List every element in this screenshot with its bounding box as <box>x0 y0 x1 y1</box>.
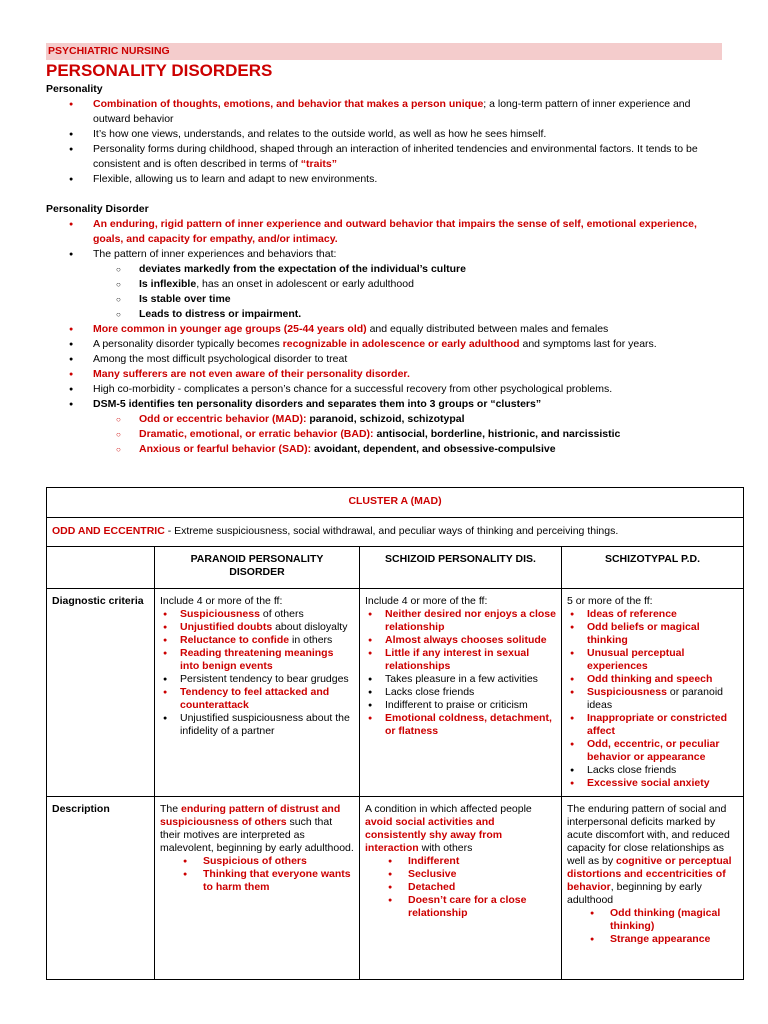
list-item: ● Personality forms during childhood, shaped through an interaction of inherited tendencies and environmental factors. It tends to be consistent and is often described in terms of “traits” <box>46 142 726 172</box>
column-header-paranoid: PARANOID PERSONALITY DISORDER <box>155 547 360 589</box>
paranoid-description-cell: The enduring pattern of distrust and suspiciousness of others such that their motives are interpreted as malevolent, beginning by early adulthood. ● Suspicious of others ● Thinking that everyone wants to harm them <box>155 797 360 980</box>
list-item: ● Odd thinking and speech <box>567 673 738 686</box>
list-item: ● Tendency to feel attacked and counterattack <box>160 686 354 712</box>
table-row <box>47 518 744 547</box>
list-item: ● Thinking that everyone wants to harm them <box>160 868 354 894</box>
list-item: ● Ideas of reference <box>567 608 738 621</box>
column-header-schizoid: SCHIZOID PERSONALITY DIS. <box>360 547 562 589</box>
row-label-description: Description <box>47 797 155 980</box>
personality-disorder-heading: Personality Disorder <box>46 203 149 215</box>
list-item: ● Reluctance to confide in others <box>160 634 354 647</box>
list-item: ● Inappropriate or constricted affect <box>567 712 738 738</box>
list-item: ● Little if any interest in sexual relationships <box>365 647 556 673</box>
list-item: ● Suspiciousness or paranoid ideas <box>567 686 738 712</box>
list-item: ● Among the most difficult psychological disorder to treat <box>46 352 726 367</box>
sub-list-item: ○ deviates markedly from the expectation of the individual’s culture <box>46 262 726 277</box>
table-row <box>47 589 744 797</box>
list-item: ● More common in younger age groups (25-44 years old) and equally distributed between males and females <box>46 322 726 337</box>
list-item: ● Neither desired nor enjoys a close relationship <box>365 608 556 634</box>
list-item: ● Excessive social anxiety <box>567 777 738 790</box>
list-item: ● DSM-5 identifies ten personality disorders and separates them into 3 groups or “clusters” ○ Odd or eccentric behavior (MAD): paranoid, schizoid, schizotypal ○ Dramatic, emotional, or erratic behavior (BAD): antisocial, borderline, histrionic, and narcissistic ○ Anxious or fearful behavior (SAD): avoidant, dependent, and obsessive-compulsive <box>46 397 726 457</box>
cluster-title-cell: CLUSTER A (MAD) <box>47 488 744 518</box>
schizotypal-description-cell: The enduring pattern of social and interpersonal deficits marked by acute discomfort with, and reduced capacity for close relationships as well as by cognitive or perceptual distortions and eccentricities of behavior, beginning by early adulthood ● Odd thinking (magical thinking) ● Strange appearance <box>562 797 744 980</box>
odd-eccentric-cell: ODD AND ECCENTRIC - Extreme suspiciousness, social withdrawal, and peculiar ways of thinking and perceiving things. <box>47 518 744 547</box>
cluster-item-mad: ○ Odd or eccentric behavior (MAD): paranoid, schizoid, schizotypal <box>46 412 726 427</box>
list-item: ● Odd, eccentric, or peculiar behavior or appearance <box>567 738 738 764</box>
list-item: ● Takes pleasure in a few activities <box>365 673 556 686</box>
list-item: ● A personality disorder typically becomes recognizable in adolescence or early adulthood and symptoms last for years. <box>46 337 726 352</box>
list-item: ● Detached <box>365 881 556 894</box>
list-item: ● Lacks close friends <box>567 764 738 777</box>
list-item: ● Unjustified suspiciousness about the infidelity of a partner <box>160 712 354 738</box>
schizoid-description-cell: A condition in which affected people avoid social activities and consistently shy away from interaction with others ● Indifferent ● Seclusive ● Detached ● Doesn’t care for a close relationship <box>360 797 562 980</box>
list-item: ● Odd thinking (magical thinking) <box>567 907 738 933</box>
list-item: ● Lacks close friends <box>365 686 556 699</box>
schizoid-criteria-cell: Include 4 or more of the ff: ● Neither desired nor enjoys a close relationship ● Almost always chooses solitude ● Little if any interest in sexual relationships ● Takes pleasure in a few activities ● Lacks close friends ● Indifferent to praise or criticism ● Emotional coldness, detachment, or flatness <box>360 589 562 797</box>
list-item: ● Suspicious of others <box>160 855 354 868</box>
schizotypal-criteria-cell: 5 or more of the ff: ● Ideas of reference ● Odd beliefs or magical thinking ● Unusual perceptual experiences ● Odd thinking and speech ● Suspiciousness or paranoid ideas ● Inappropriate or constricted affect ● Odd, eccentric, or peculiar behavior or appearance ● Lacks close friends ● Excessive social anxiety <box>562 589 744 797</box>
course-label: PSYCHIATRIC NURSING <box>48 45 170 57</box>
list-item: ● The pattern of inner experiences and behaviors that: ○ deviates markedly from the expectation of the individual’s culture ○ Is inflexible, has an onset in adolescent or early adulthood ○ Is stable over time ○ Leads to distress or impairment. <box>46 247 726 322</box>
list-item: ● Combination of thoughts, emotions, and behavior that makes a person unique; a long-term pattern of inner experience and outward behavior <box>46 97 726 127</box>
cluster-item-bad: ○ Dramatic, emotional, or erratic behavior (BAD): antisocial, borderline, histrionic, and narcissistic <box>46 427 726 442</box>
list-item: ● Odd beliefs or magical thinking <box>567 621 738 647</box>
header-empty-cell <box>47 547 155 589</box>
personality-section <box>46 97 726 187</box>
list-item: ● Suspiciousness of others <box>160 608 354 621</box>
list-item: ● An enduring, rigid pattern of inner experience and outward behavior that impairs the sense of self, emotional experience, goals, and capacity for empathy, and/or intimacy. <box>46 217 726 247</box>
table-row <box>47 797 744 980</box>
list-item: ● Doesn’t care for a close relationship <box>365 894 556 920</box>
list-item: ● Almost always chooses solitude <box>365 634 556 647</box>
row-label-diagnostic: Diagnostic criteria <box>47 589 155 797</box>
page-title: PERSONALITY DISORDERS <box>46 61 273 80</box>
list-item: ● Strange appearance <box>567 933 738 946</box>
course-header-bar <box>46 43 722 60</box>
list-item: ● Indifferent <box>365 855 556 868</box>
personality-disorder-section <box>46 217 726 457</box>
list-item: ● High co-morbidity - complicates a person’s chance for a successful recovery from other psychological problems. <box>46 382 726 397</box>
sub-list-item: ○ Is stable over time <box>46 292 726 307</box>
list-item: ● Unusual perceptual experiences <box>567 647 738 673</box>
cluster-item-sad: ○ Anxious or fearful behavior (SAD): avoidant, dependent, and obsessive-compulsive <box>46 442 726 457</box>
paranoid-criteria-cell: Include 4 or more of the ff: ● Suspiciousness of others ● Unjustified doubts about disloyalty ● Reluctance to confide in others ● Reading threatening meanings into benign events ● Persistent tendency to bear grudges ● Tendency to feel attacked and counterattack ● Unjustified suspiciousness about the infidelity of a partner <box>155 589 360 797</box>
sub-list-item: ○ Leads to distress or impairment. <box>46 307 726 322</box>
sub-list-item: ○ Is inflexible, has an onset in adolescent or early adulthood <box>46 277 726 292</box>
table-row <box>47 488 744 518</box>
cluster-a-table <box>46 487 744 980</box>
personality-heading: Personality <box>46 83 103 95</box>
list-item: ● It’s how one views, understands, and relates to the outside world, as well as how he sees himself. <box>46 127 726 142</box>
list-item: ● Many sufferers are not even aware of their personality disorder. <box>46 367 726 382</box>
list-item: ● Seclusive <box>365 868 556 881</box>
list-item: ● Persistent tendency to bear grudges <box>160 673 354 686</box>
table-row <box>47 547 744 589</box>
list-item: ● Unjustified doubts about disloyalty <box>160 621 354 634</box>
list-item: ● Indifferent to praise or criticism <box>365 699 556 712</box>
list-item: ● Flexible, allowing us to learn and adapt to new environments. <box>46 172 726 187</box>
column-header-schizotypal: SCHIZOTYPAL P.D. <box>562 547 744 589</box>
list-item: ● Reading threatening meanings into benign events <box>160 647 354 673</box>
list-item: ● Emotional coldness, detachment, or flatness <box>365 712 556 738</box>
